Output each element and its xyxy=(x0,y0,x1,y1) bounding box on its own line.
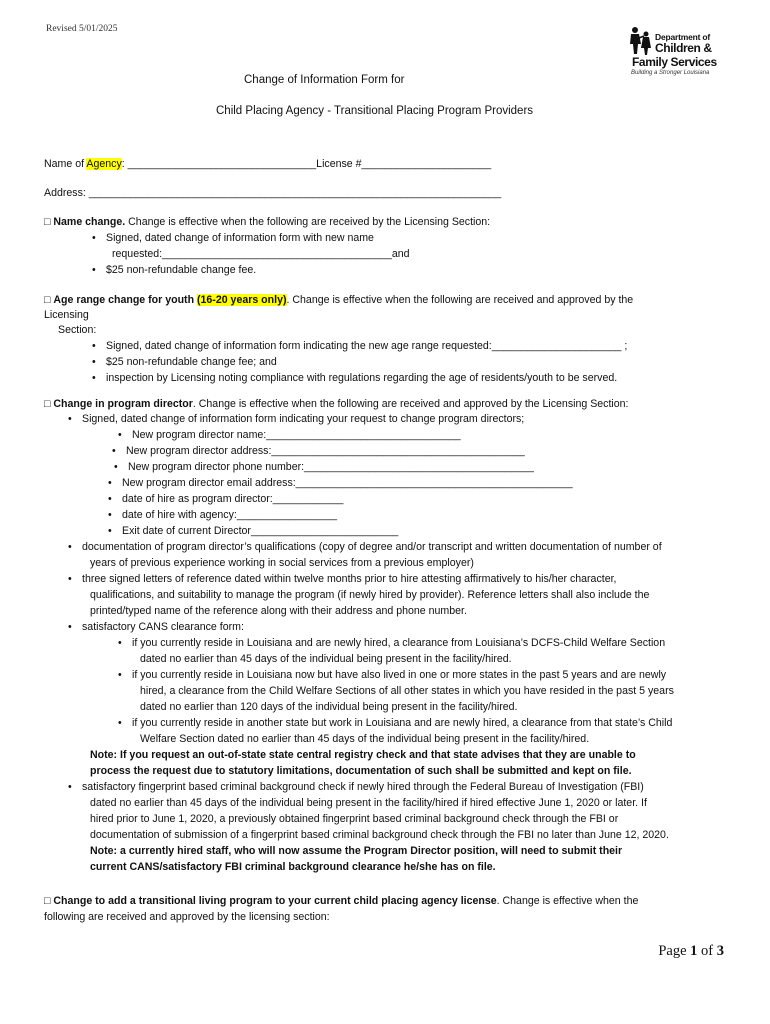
list-item: • satisfactory CANS clearance form: xyxy=(68,621,244,633)
director-change-title: Change in program director xyxy=(53,398,193,410)
sub-list-item[interactable]: • Exit date of current Director_________________________ xyxy=(108,525,399,537)
form-subtitle: Child Placing Agency - Transitional Placing Program Providers xyxy=(216,105,534,117)
list-item-cont[interactable]: requested:_______________________________________and xyxy=(112,248,410,260)
list-item-cont: documentation of submission of a fingerprint based criminal background check through the FBI no later than June 12, 2020. xyxy=(90,829,669,841)
sub-list-item[interactable]: • New program director address:___________________________________________ xyxy=(112,445,525,457)
sub-list-item[interactable]: • New program director email address:_______________________________________________ xyxy=(108,477,573,489)
agency-license-line xyxy=(44,158,491,170)
sub-list-item: • if you currently reside in another state but work in Louisiana and are newly hired, a clearance from that state’s Child xyxy=(118,717,673,729)
list-item: • $25 non-refundable change fee; and xyxy=(92,356,277,368)
list-item: • three signed letters of reference dated within twelve months prior to hire attesting affirmatively to his/her character, xyxy=(68,573,617,585)
note-out-of-state: Note: If you request an out-of-state state central registry check and that state advises that they are unable to xyxy=(90,749,636,761)
age-change-heading xyxy=(44,294,633,306)
logo-tagline: Building a Stronger Louisiana xyxy=(631,70,710,76)
transitional-cont: following are received and approved by the licensing section: xyxy=(44,911,330,923)
logo-line-3: Family Services xyxy=(632,55,717,69)
age-change-text: . Change is effective when the following are received and approved by the xyxy=(286,294,634,306)
list-item: • Signed, dated change of information form indicating your request to change program directors; xyxy=(68,413,525,425)
note-current-staff-cont: current CANS/satisfactory FBI criminal background clearance he/she has on file. xyxy=(90,861,496,873)
sub-list-item-cont: Welfare Section dated no earlier than 45 days of the individual being present in the facility/hired. xyxy=(140,733,590,745)
list-item: • Signed, dated change of information form indicating the new age range requested:______________________ ; xyxy=(92,340,628,352)
address-line[interactable]: Address: ______________________________________________________________________ xyxy=(44,187,502,199)
list-item-cont: years of previous experience working in social services from a previous employer) xyxy=(90,557,474,569)
agency-label: Name of xyxy=(44,158,87,170)
sub-list-item: • if you currently reside in Louisiana and are newly hired, a clearance from Louisiana’s DCFS-Child Welfare Section xyxy=(118,637,666,649)
family-figures-icon xyxy=(628,26,656,56)
transitional-heading xyxy=(44,895,638,907)
name-change-text: Change is effective when the following are received by the Licensing Section: xyxy=(125,216,491,228)
note-current-staff: Note: a currently hired staff, who will now assume the Program Director position, will need to submit their xyxy=(90,845,623,857)
sub-list-item[interactable]: • date of hire as program director:____________ xyxy=(108,493,344,505)
age-change-checkbox[interactable]: □ xyxy=(44,294,51,306)
page-number: Page 1 of 3 xyxy=(658,943,724,959)
name-change-heading xyxy=(44,216,490,228)
age-change-title: Age range change for youth xyxy=(53,294,197,306)
list-item-cont: hired prior to June 1, 2020, a previously obtained fingerprint based criminal background check through the FBI or xyxy=(90,813,619,825)
list-item: • documentation of program director’s qualifications (copy of degree and/or transcript and written documentation of number of xyxy=(68,541,662,553)
sub-list-item: • if you currently reside in Louisiana now but have also lived in one or more states in the past 5 years and are newly xyxy=(118,669,667,681)
director-change-heading xyxy=(44,398,628,410)
form-title: Change of Information Form for xyxy=(244,74,405,86)
dcfs-logo xyxy=(628,26,728,78)
transitional-title: Change to add a transitional living program to your current child placing agency license xyxy=(53,895,497,907)
director-change-text: . Change is effective when the following are received and approved by the Licensing Section: xyxy=(192,398,629,410)
list-item: • Signed, dated change of information form with new name xyxy=(92,232,374,244)
name-change-checkbox[interactable]: □ xyxy=(44,216,51,228)
list-item-cont: printed/typed name of the reference along with their address and phone number. xyxy=(90,605,467,617)
age-change-cont: Licensing xyxy=(44,309,89,321)
note-out-of-state-cont: process the request due to statutory limitations, documentation of such shall be submitted and kept on file. xyxy=(90,765,632,777)
transitional-checkbox[interactable]: □ xyxy=(44,895,51,907)
sub-list-item[interactable]: • New program director phone number:_______________________________________ xyxy=(114,461,534,473)
age-change-cont: Section: xyxy=(58,324,97,336)
name-change-title: Name change. xyxy=(53,216,126,228)
sub-list-item[interactable]: • New program director name:_________________________________ xyxy=(118,429,461,441)
list-item-cont: qualifications, and suitability to manage the program (if newly hired by provider). Reference letters shall also include the xyxy=(90,589,650,601)
transitional-text: . Change is effective when the xyxy=(496,895,639,907)
sub-list-item-cont: dated no earlier than 45 days of the individual being present in the facility/hired. xyxy=(140,653,512,665)
list-item: • satisfactory fingerprint based criminal background check if newly hired through the Federal Bureau of Investigation (FBI) xyxy=(68,781,644,793)
list-item: • inspection by Licensing noting compliance with regulations regarding the age of residents/youth to be served. xyxy=(92,372,618,384)
list-item-cont: dated no earlier than 45 days of the individual being present in the facility/hired if hired effective June 1, 2020 or later. If xyxy=(90,797,647,809)
logo-line-1: Department of xyxy=(655,32,711,42)
director-change-checkbox[interactable]: □ xyxy=(44,398,51,410)
agency-highlight: Agency xyxy=(86,158,122,170)
sub-list-item-cont: dated no earlier than 120 days of the individual being present in the facility/hired. xyxy=(140,701,518,713)
sub-list-item[interactable]: • date of hire with agency:_________________ xyxy=(108,509,337,521)
logo-line-2: Children & xyxy=(655,41,712,55)
age-range-highlight: (16-20 years only) xyxy=(196,294,287,306)
sub-list-item-cont: hired, a clearance from the Child Welfare Sections of all other states in which you have resided in the past 5 years xyxy=(140,685,674,697)
revised-date: Revised 5/01/2025 xyxy=(46,24,118,34)
list-item: • $25 non-refundable change fee. xyxy=(92,264,257,276)
agency-license-blanks[interactable]: : ________________________________License #______________________ xyxy=(121,158,492,170)
